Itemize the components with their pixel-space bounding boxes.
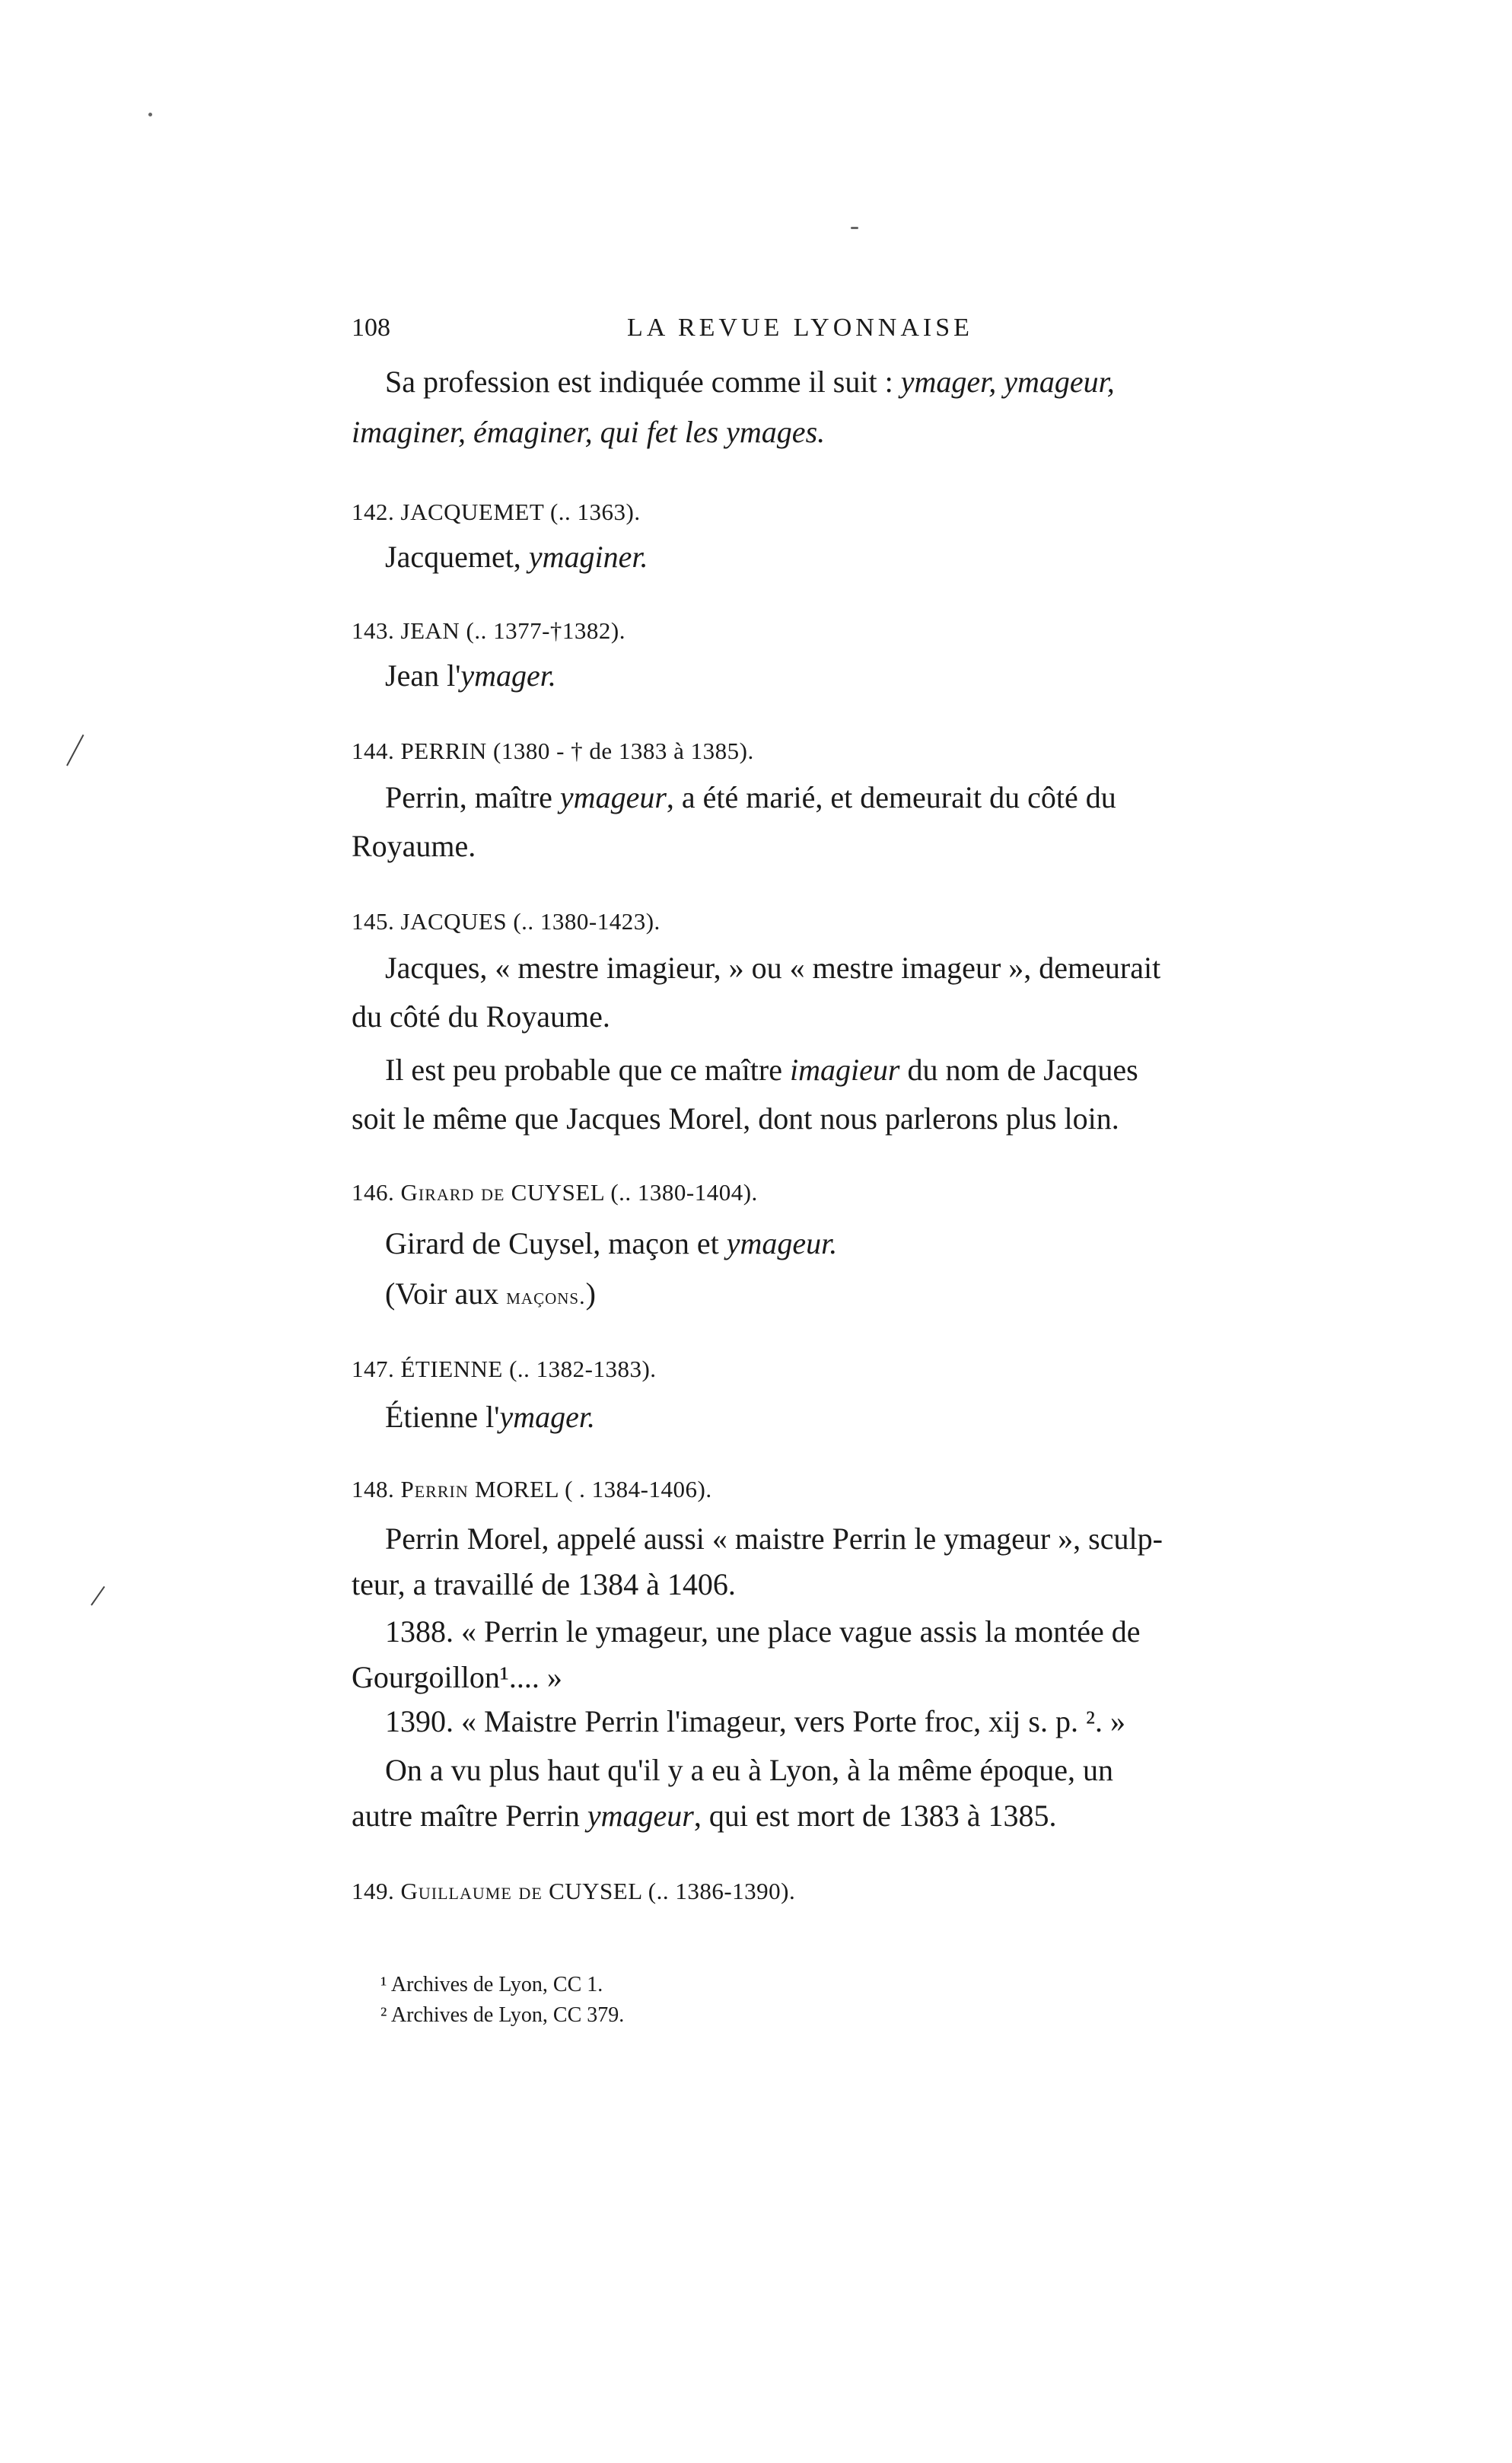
footnote-2: ² Archives de Lyon, CC 379. [380,2003,625,2027]
text: (Voir aux [385,1276,507,1311]
entry-143-line [385,659,556,693]
text: Girard de Cuysel, maçon et [385,1226,727,1260]
text: Étienne l' [385,1400,500,1434]
entry-number: 148. [352,1476,395,1502]
italic-term: ymageur. [726,1226,838,1260]
entry-144-line-2: Royaume. [352,829,476,863]
entry-heading-145: 145. JACQUES (.. 1380-1423). [352,908,661,935]
text: Perrin, maître [385,780,560,814]
scan-speck [148,113,152,116]
intro-line-1 [385,365,1115,399]
entry-heading-149 [352,1878,795,1904]
entry-145-line-3 [385,1053,1138,1087]
entry-146-line-1 [385,1227,837,1260]
intro-text: Sa profession est indiquée comme il suit : [385,365,901,399]
text: autre maître Perrin [352,1799,587,1833]
scan-mark [66,734,84,766]
entry-148-line-3: 1388. « Perrin le ymageur, une place vague assis la montée de [385,1614,1141,1649]
entry-145-line-4: soit le même que Jacques Morel, dont nous parlerons plus loin. [352,1101,1119,1136]
text: , qui est mort de 1383 à 1385. [693,1799,1057,1833]
entry-145-line-1: Jacques, « mestre imagieur, » ou « mestre imageur », demeurait [385,951,1161,985]
entry-heading-142: 142. JACQUEMET (.. 1363). [352,499,641,525]
name-small-caps: Guillaume de [400,1878,543,1904]
intro-line-2: imaginer, émaginer, qui fet les ymages. [352,415,826,449]
running-title: LA REVUE LYONNAISE [627,314,973,342]
entry-heading-147: 147. ÉTIENNE (.. 1382-1383). [352,1356,657,1382]
italic-term: ymageur [559,780,667,814]
text: , a été marié, et demeurait du côté du [666,780,1116,814]
italic-term: imagieur [790,1053,900,1087]
page-number: 108 [352,314,390,342]
entry-148-line-6: On a vu plus haut qu'il y a eu à Lyon, à la même époque, un [385,1753,1113,1787]
entry-148-line-1: Perrin Morel, appelé aussi « maistre Perrin le ymageur », sculp- [385,1521,1163,1556]
text: Il est peu probable que ce maître [385,1053,790,1087]
entry-heading-148 [352,1477,712,1502]
text: du nom de Jacques [899,1053,1138,1087]
name-small-caps: Perrin [400,1476,469,1502]
entry-heading-144: 144. PERRIN (1380 - † de 1383 à 1385). [352,738,754,764]
scan-mark [91,1586,105,1606]
entry-heading-146 [352,1180,758,1206]
footnote-1: ¹ Archives de Lyon, CC 1. [380,1973,603,1996]
entry-142-line [385,540,648,574]
intro-terms: ymager, ymageur, [900,365,1115,399]
italic-term: ymaginer. [528,540,648,574]
text: Jacquemet, [385,540,529,574]
entry-148-line-7 [352,1799,1056,1833]
name-rest: CUYSEL (.. 1380-1404). [511,1179,758,1206]
entry-heading-143: 143. JEAN (.. 1377-†1382). [352,617,625,644]
entry-number: 146. [352,1179,395,1206]
entry-144-line-1 [385,781,1116,814]
entry-148-line-2: teur, a travaillé de 1384 à 1406. [352,1567,736,1601]
text: ) [585,1276,596,1311]
italic-term: ymager. [499,1400,596,1434]
entry-145-line-2: du côté du Royaume. [352,999,610,1034]
italic-term: ymager. [460,658,556,693]
cross-reference: maçons. [506,1284,586,1309]
entry-147-line [385,1400,595,1434]
name-rest: MOREL ( . 1384-1406). [475,1476,712,1502]
entry-number: 149. [352,1878,395,1904]
name-small-caps: Girard de [400,1179,505,1206]
scan-speck [851,227,858,229]
entry-148-line-4: Gourgoillon¹.... » [352,1660,562,1694]
entry-148-line-5: 1390. « Maistre Perrin l'imageur, vers Porte froc, xij s. p. ². » [385,1704,1125,1738]
entry-146-line-2 [385,1277,596,1311]
text: Jean l' [385,658,461,693]
name-rest: CUYSEL (.. 1386-1390). [549,1878,796,1904]
italic-term: ymageur [587,1799,694,1833]
